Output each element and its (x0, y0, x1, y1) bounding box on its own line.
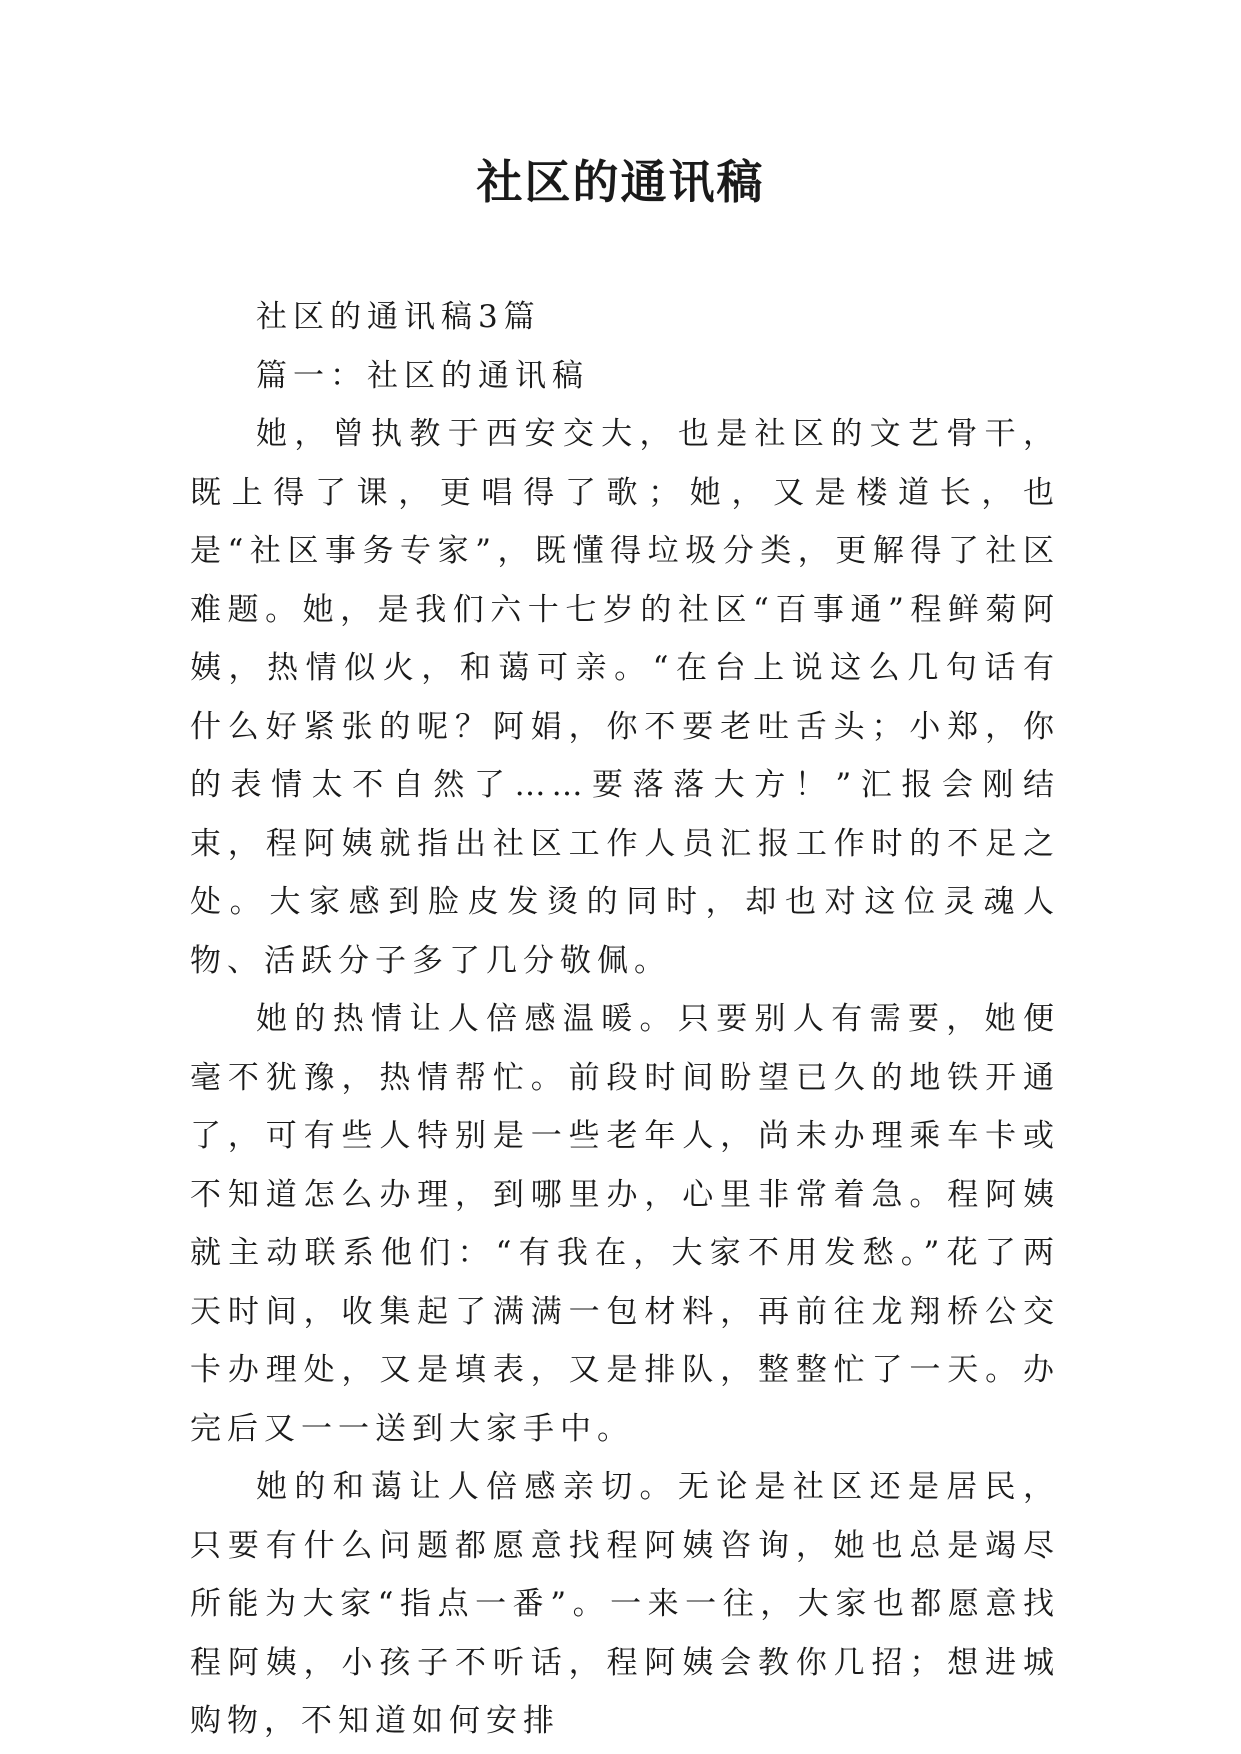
section-heading: 篇一：社区的通讯稿 (256, 357, 589, 394)
body-paragraph: 她的和蔼让人倍感亲切。无论是社区还是居民，只要有什么问题都愿意找程阿姨咨询，她也总是竭尽所能为大家“指点一番”。一来一往，大家也都愿意找程阿姨，小孩子不听话，程阿姨会教你几招；想进城购物，不知道如何安排 (190, 1469, 1060, 1739)
subtitle-paragraph: 社区的通讯稿3篇 (256, 299, 541, 335)
document-body (190, 288, 1060, 1751)
body-paragraph: 她的热情让人倍感温暖。只要别人有需要，她便毫不犹豫，热情帮忙。前段时间盼望已久的地铁开通了，可有些人特别是一些老年人，尚未办理乘车卡或不知道怎么办理，到哪里办，心里非常着急。程阿姨就主动联系他们：“有我在，大家不用发愁。”花了两天时间，收集起了满满一包材料，再前往龙翔桥公交卡办理处，又是填表，又是排队，整整忙了一天。办完后又一一送到大家手中。 (190, 1001, 1060, 1447)
body-paragraph: 她，曾执教于西安交大，也是社区的文艺骨干，既上得了课，更唱得了歌；她，又是楼道长，也是“社区事务专家”，既懂得垃圾分类，更解得了社区难题。她，是我们六十七岁的社区“百事通”程鲜菊阿姨，热情似火，和蔼可亲。“在台上说这么几句话有什么好紧张的呢？阿娟，你不要老吐舌头；小郑，你的表情太不自然了……要落落大方！”汇报会刚结束，程阿姨就指出社区工作人员汇报工作时的不足之处。大家感到脸皮发烫的同时，却也对这位灵魂人物、活跃分子多了几分敬佩。 (190, 416, 1060, 979)
document-title: 社区的通讯稿 (476, 155, 765, 209)
